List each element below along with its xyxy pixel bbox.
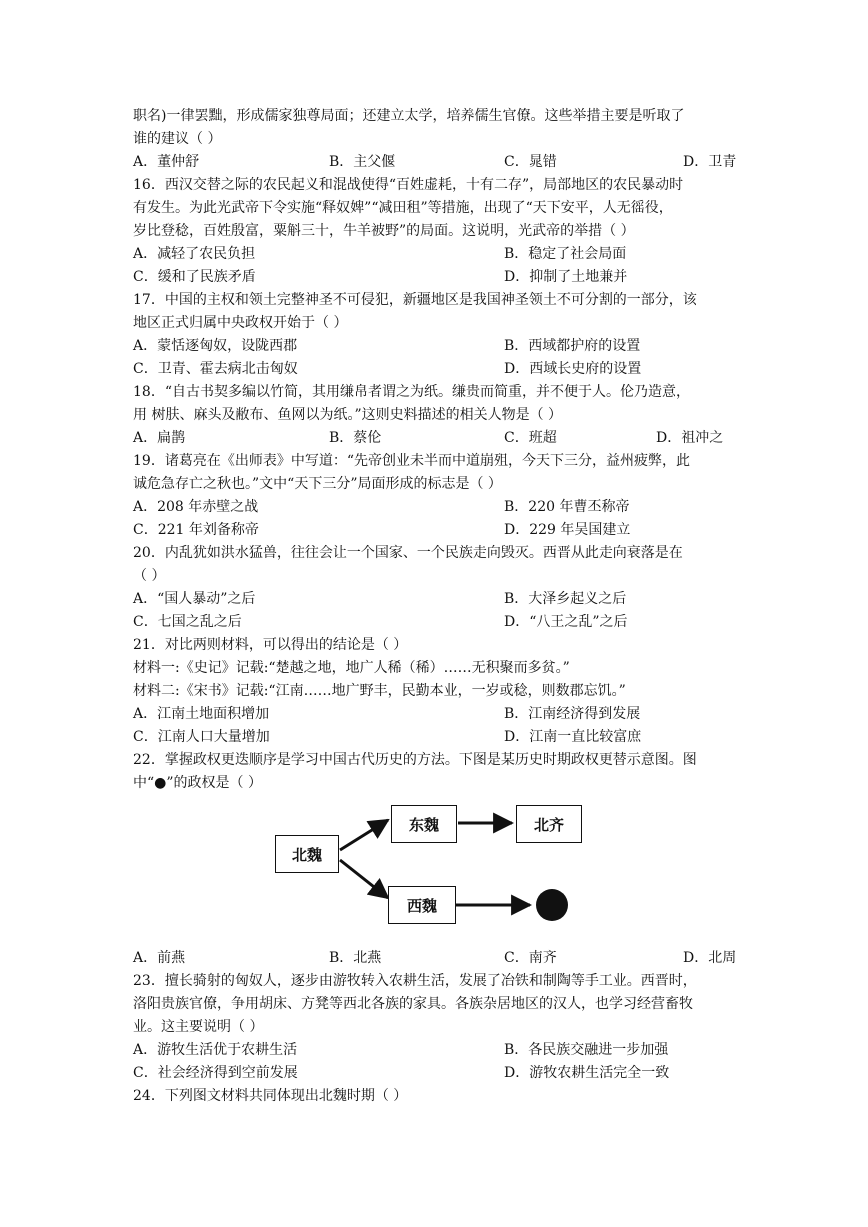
regime-succession-diagram <box>270 795 590 945</box>
q16-text-line-1: 16．西汉交替之际的农民起义和混战使得“百姓虚耗，十有二存”，局部地区的农民暴动时 <box>133 177 684 193</box>
q17-option-b[interactable]: B．西域都护府的设置 <box>504 338 641 354</box>
q19-option-b[interactable]: B．220 年曹丕称帝 <box>504 499 630 515</box>
q17-option-a[interactable]: A．蒙恬逐匈奴，设陇西郡 <box>133 338 298 354</box>
q21-material-1: 材料一:《史记》记载:“楚越之地，地广人稀（稀）……无积聚而多贫。” <box>133 660 570 676</box>
arrow-beiwei-to-dongwei <box>340 820 388 850</box>
q21-text-line-1: 21．对比两则材料，可以得出的结论是（ ） <box>133 637 408 653</box>
q20-text-line-2: （ ） <box>133 568 166 584</box>
q23-text-line-1: 23．擅长骑射的匈奴人，逐步由游牧转入农耕生活，发展了冶铁和制陶等手工业。西晋时， <box>133 973 697 989</box>
q17-text-line-2: 地区正式归属中央政权开始于（ ） <box>133 315 348 331</box>
q23-text-line-2: 洛阳贵族官僚，争用胡床、方凳等西北各族的家具。各族杂居地区的汉人，也学习经营畜牧 <box>133 996 693 1012</box>
box-beiqi: 北齐 <box>516 805 582 843</box>
q18-option-c[interactable]: C．班超 <box>504 430 557 446</box>
q17-text-line-1: 17．中国的主权和领土完整神圣不可侵犯，新疆地区是我国神圣领土不可分割的一部分，该 <box>133 292 697 308</box>
q19-text-line-1: 19．诸葛亮在《出师表》中写道：“先帝创业未半而中道崩殂，今天下三分，益州疲弊，此 <box>133 453 690 469</box>
q20-option-a[interactable]: A．“国人暴动”之后 <box>133 591 256 607</box>
q23-option-a[interactable]: A．游牧生活优于农耕生活 <box>133 1042 298 1058</box>
q16-text-line-2: 有发生。为此光武帝下令实施“释奴婢”“减田租”等措施，出现了“天下安平，人无徭役， <box>133 200 673 216</box>
q23-option-d[interactable]: D．游牧农耕生活完全一致 <box>504 1065 670 1081</box>
box-beiwei: 北魏 <box>275 835 339 873</box>
q16-option-b[interactable]: B．稳定了社会局面 <box>504 246 627 262</box>
q19-option-d[interactable]: D．229 年吴国建立 <box>504 522 631 538</box>
box-xiwei: 西魏 <box>388 886 456 924</box>
q17-option-c[interactable]: C．卫青、霍去病北击匈奴 <box>133 361 298 377</box>
q23-option-b[interactable]: B．各民族交融进一步加强 <box>504 1042 669 1058</box>
arrow-beiwei-to-xiwei <box>340 860 388 898</box>
unknown-regime-dot <box>536 889 568 921</box>
q15-option-b[interactable]: B．主父偃 <box>329 154 396 170</box>
q22-text-line-2: 中“●”的政权是（ ） <box>133 775 262 791</box>
q15-option-c[interactable]: C．晁错 <box>504 154 557 170</box>
q20-text-line-1: 20．内乱犹如洪水猛兽，往往会让一个国家、一个民族走向毁灭。西晋从此走向衰落是在 <box>133 545 683 561</box>
q21-option-c[interactable]: C．江南人口大量增加 <box>133 729 270 745</box>
q21-option-b[interactable]: B．江南经济得到发展 <box>504 706 641 722</box>
q16-text-line-3: 岁比登稔，百姓殷富，粟斛三十，牛羊被野”的局面。这说明，光武帝的举措（ ） <box>133 223 635 239</box>
q15-option-a[interactable]: A．董仲舒 <box>133 154 200 170</box>
q15-text-line-1: 职名)一律罢黜，形成儒家独尊局面；还建立太学，培养儒生官僚。这些举措主要是听取了 <box>133 108 685 124</box>
q18-option-d[interactable]: D．祖冲之 <box>656 430 724 446</box>
box-dongwei: 东魏 <box>391 805 457 843</box>
q15-option-d[interactable]: D．卫青 <box>683 154 737 170</box>
q19-option-c[interactable]: C．221 年刘备称帝 <box>133 522 259 538</box>
q22-option-d[interactable]: D．北周 <box>683 950 737 966</box>
q22-option-a[interactable]: A．前燕 <box>133 950 186 966</box>
q22-option-c[interactable]: C．南齐 <box>504 950 557 966</box>
q20-option-d[interactable]: D．“八王之乱”之后 <box>504 614 628 630</box>
q21-material-2: 材料二:《宋书》记载:“江南……地广野丰，民勤本业，一岁或稔，则数郡忘饥。” <box>133 683 626 699</box>
q18-option-a[interactable]: A．扁鹊 <box>133 430 186 446</box>
q18-option-b[interactable]: B．蔡伦 <box>329 430 382 446</box>
q21-option-a[interactable]: A．江南土地面积增加 <box>133 706 270 722</box>
q22-option-b[interactable]: B．北燕 <box>329 950 382 966</box>
q18-text-line-1: 18．“自古书契多编以竹简，其用缣帛者谓之为纸。缣贵而简重，并不便于人。伦乃造意， <box>133 384 690 400</box>
q21-option-d[interactable]: D．江南一直比较富庶 <box>504 729 642 745</box>
q20-option-c[interactable]: C．七国之乱之后 <box>133 614 242 630</box>
q17-option-d[interactable]: D．西域长史府的设置 <box>504 361 642 377</box>
q18-text-line-2: 用 树肤、麻头及敝布、鱼网以为纸。”这则史料描述的相关人物是（ ） <box>133 407 563 423</box>
q19-option-a[interactable]: A．208 年赤壁之战 <box>133 499 259 515</box>
q19-text-line-2: 诚危急存亡之秋也。”文中“天下三分”局面形成的标志是（ ） <box>133 476 502 492</box>
q16-option-a[interactable]: A．减轻了农民负担 <box>133 246 256 262</box>
q22-text-line-1: 22．掌握政权更迭顺序是学习中国古代历史的方法。下图是某历史时期政权更替示意图。图 <box>133 752 697 768</box>
q15-text-line-2: 谁的建议（ ） <box>133 131 222 147</box>
q16-option-c[interactable]: C．缓和了民族矛盾 <box>133 269 256 285</box>
q23-text-line-3: 业。这主要说明（ ） <box>133 1019 264 1035</box>
q24-text-line-1: 24．下列图文材料共同体现出北魏时期（ ） <box>133 1088 408 1104</box>
q23-option-c[interactable]: C．社会经济得到空前发展 <box>133 1065 298 1081</box>
q16-option-d[interactable]: D．抑制了土地兼并 <box>504 269 628 285</box>
q20-option-b[interactable]: B．大泽乡起义之后 <box>504 591 627 607</box>
